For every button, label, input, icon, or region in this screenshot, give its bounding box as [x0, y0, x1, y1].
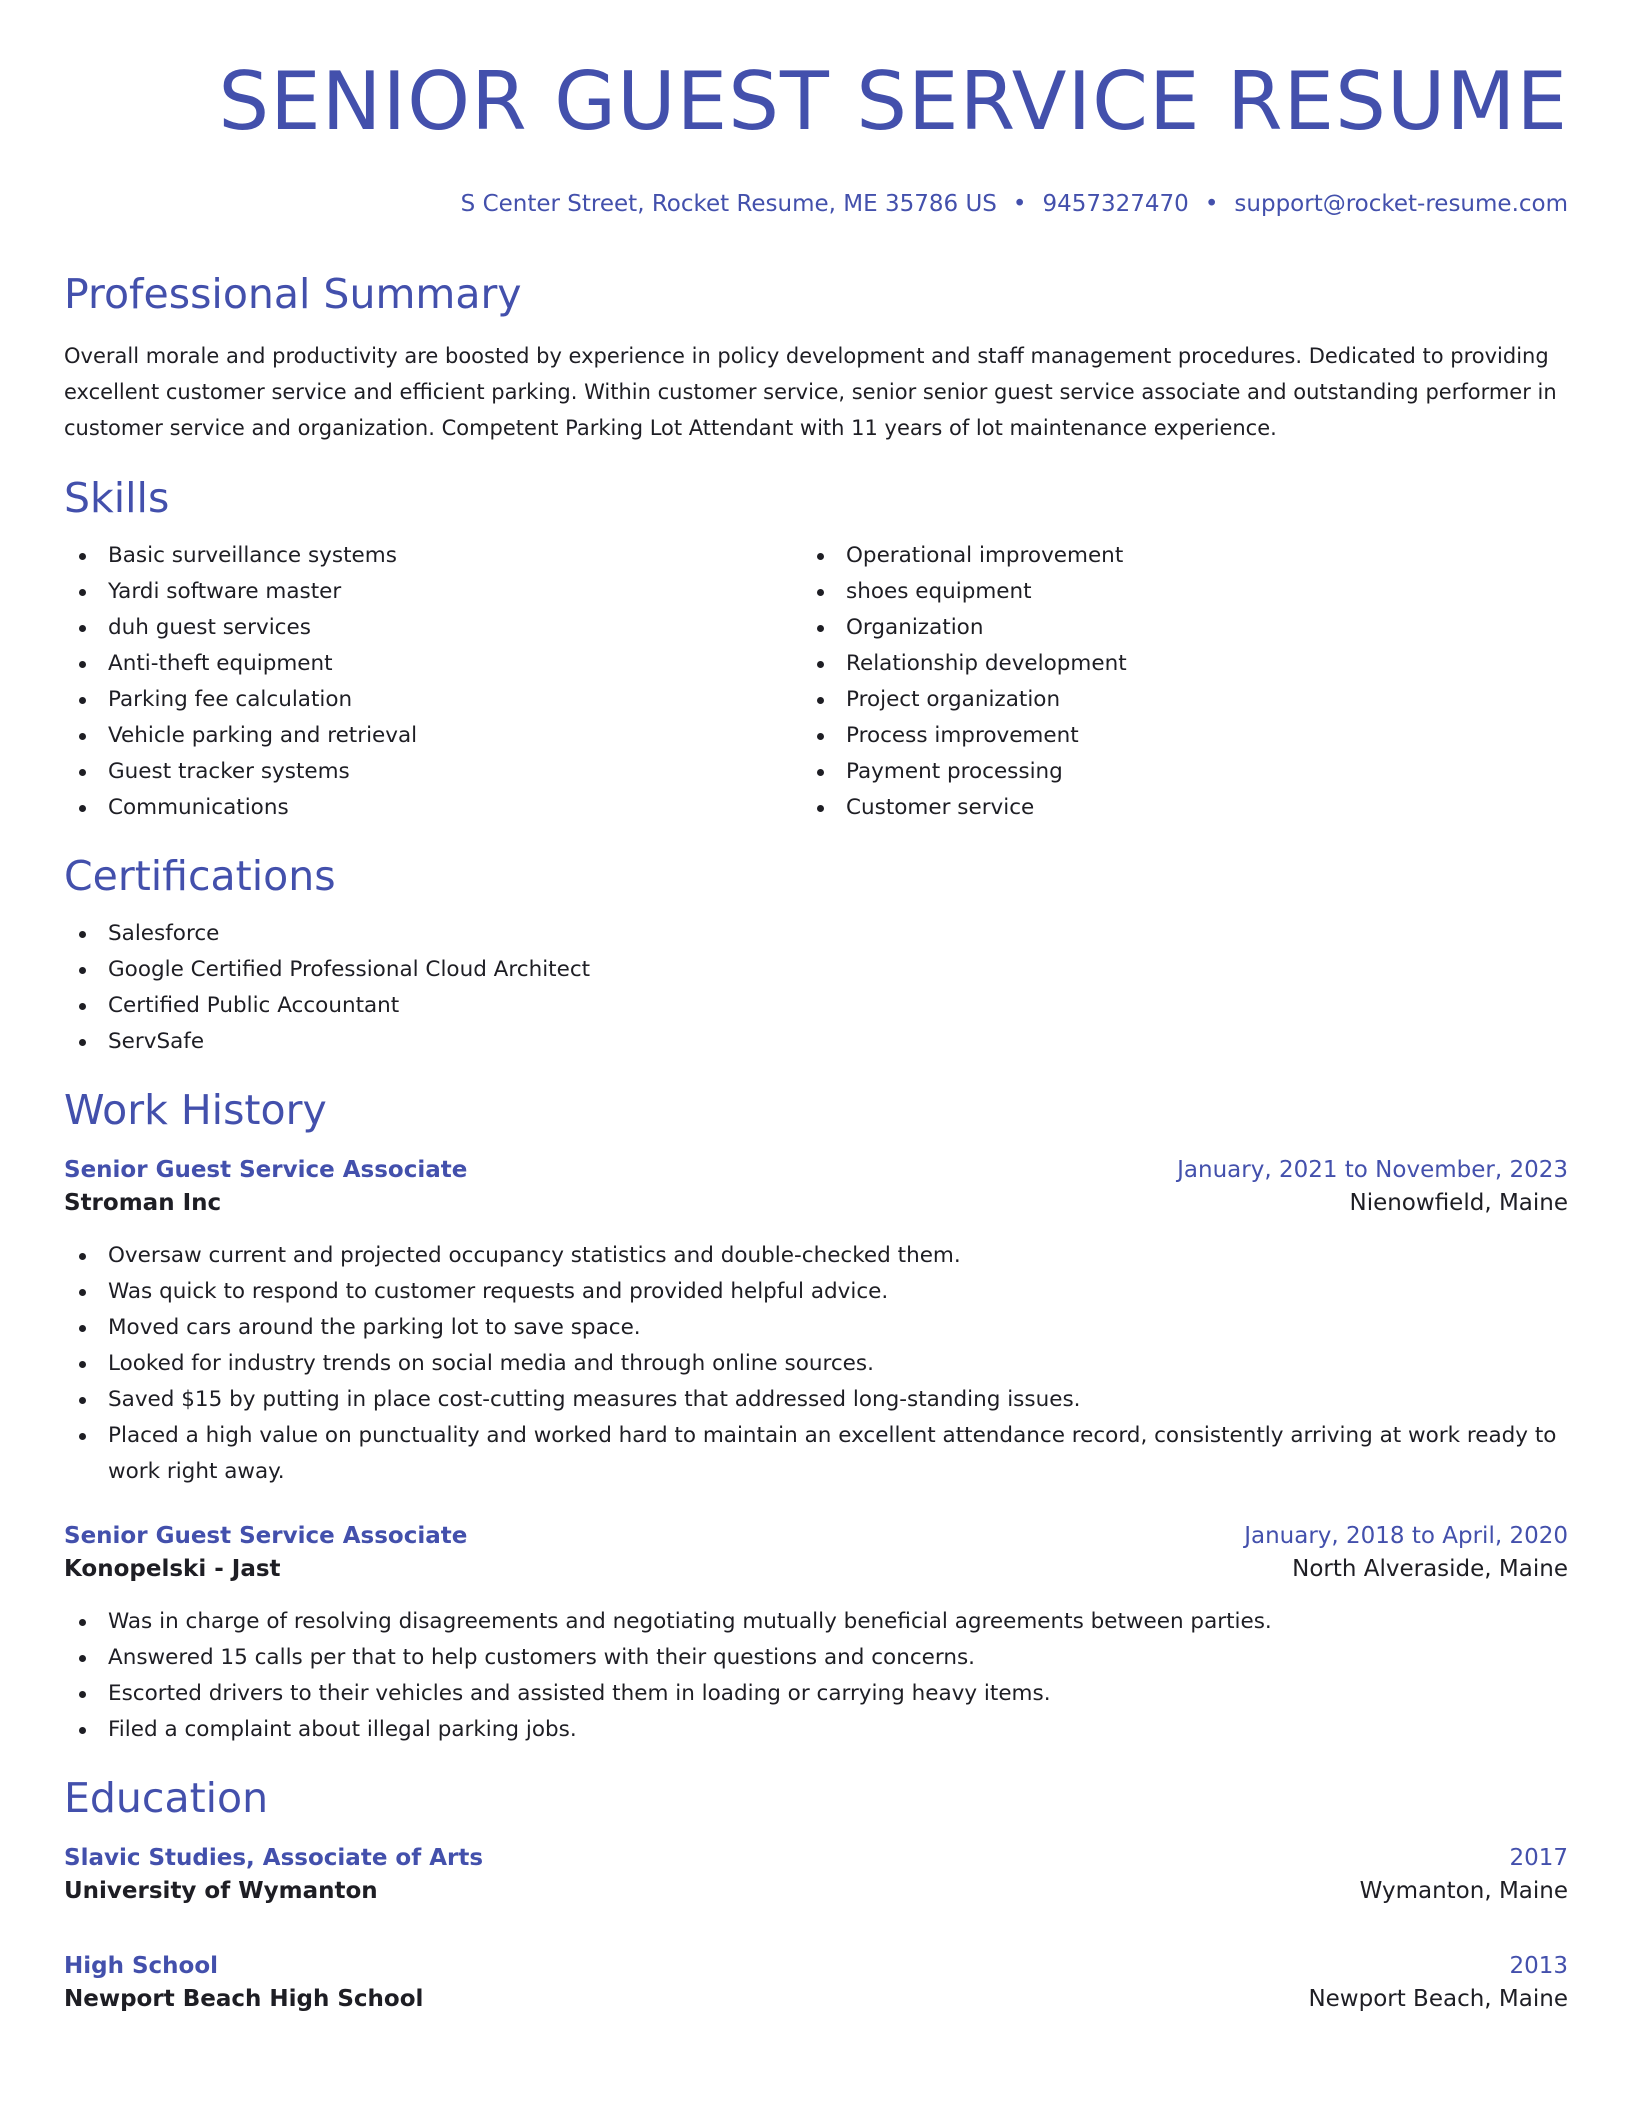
job-duty: Looked for industry trends on social media and through online sources.: [64, 1346, 1568, 1382]
certification-item: ServSafe: [64, 1024, 1568, 1060]
skill-item: Parking fee calculation: [64, 682, 802, 718]
education-header: [64, 1950, 1568, 1982]
job-duty: Moved cars around the parking lot to save space.: [64, 1310, 1568, 1346]
job-location: Nienowfield, Maine: [1349, 1190, 1568, 1216]
job-duty: Was in charge of resolving disagreements and negotiating mutually beneficial agreements between parties.: [64, 1604, 1568, 1640]
contact-separator: •: [1204, 191, 1219, 217]
certification-item: Salesforce: [64, 916, 1568, 952]
page-title: SENIOR GUEST SERVICE RESUME: [218, 55, 1568, 148]
skill-item: Organization: [802, 610, 1568, 646]
skill-item: Process improvement: [802, 718, 1568, 754]
job-company: Stroman Inc: [64, 1190, 222, 1216]
education-year: 2013: [1509, 1953, 1568, 1979]
skill-item: Yardi software master: [64, 574, 802, 610]
education-year: 2017: [1509, 1845, 1568, 1871]
job-duties-list: [64, 1238, 1568, 1490]
skill-item: duh guest services: [64, 610, 802, 646]
education-heading: Education: [64, 1774, 269, 1822]
education-school: University of Wymanton: [64, 1878, 378, 1904]
skills-heading: Skills: [64, 474, 170, 522]
job-duty: Filed a complaint about illegal parking jobs.: [64, 1712, 1568, 1748]
job-title: Senior Guest Service Associate: [64, 1157, 468, 1183]
education-entry: [64, 1950, 1568, 2016]
skill-item: Operational improvement: [802, 538, 1568, 574]
education-location: Newport Beach, Maine: [1308, 1986, 1568, 2012]
education-degree: High School: [64, 1953, 219, 1979]
certification-item: Certified Public Accountant: [64, 988, 1568, 1024]
contact-email: support@rocket-resume.com: [1234, 191, 1568, 217]
job-duty: Oversaw current and projected occupancy statistics and double-checked them.: [64, 1238, 1568, 1274]
job-header: [64, 1520, 1568, 1552]
contact-phone: 9457327470: [1042, 191, 1189, 217]
job-duty: Answered 15 calls per that to help customers with their questions and concerns.: [64, 1640, 1568, 1676]
skill-item: Relationship development: [802, 646, 1568, 682]
certification-item: Google Certified Professional Cloud Architect: [64, 952, 1568, 988]
job-title: Senior Guest Service Associate: [64, 1523, 468, 1549]
job-entry: [64, 1154, 1568, 1490]
skills-column-right: [802, 538, 1568, 826]
contact-separator: •: [1012, 191, 1027, 217]
certifications-heading: Certifications: [64, 852, 336, 900]
job-duty: Escorted drivers to their vehicles and assisted them in loading or carrying heavy items.: [64, 1676, 1568, 1712]
job-subheader: [64, 1552, 1568, 1586]
summary-text: Overall morale and productivity are boosted by experience in policy development and staff management procedures. Dedicated to providing excellent customer service and efficient parking. Within customer service, senior senior guest service associate and outstanding performer in customer service and organization. Competent Parking Lot Attendant with 11 years of lot maintenance experience.: [64, 344, 1557, 440]
skill-item: Anti-theft equipment: [64, 646, 802, 682]
skill-item: Payment processing: [802, 754, 1568, 790]
education-school: Newport Beach High School: [64, 1986, 424, 2012]
job-duty: Placed a high value on punctuality and worked hard to maintain an excellent attendance record, consistently arriving at work ready to work right away.: [64, 1418, 1568, 1490]
job-duty: Saved $15 by putting in place cost-cutting measures that addressed long-standing issues.: [64, 1382, 1568, 1418]
education-header: [64, 1842, 1568, 1874]
job-entry: [64, 1520, 1568, 1748]
skill-item: Guest tracker systems: [64, 754, 802, 790]
job-dates: January, 2021 to November, 2023: [1177, 1157, 1568, 1183]
contact-line: [64, 188, 1568, 220]
job-dates: January, 2018 to April, 2020: [1244, 1523, 1568, 1549]
education-location: Wymanton, Maine: [1359, 1878, 1568, 1904]
education-entry: [64, 1842, 1568, 1908]
job-duty: Was quick to respond to customer requests and provided helpful advice.: [64, 1274, 1568, 1310]
job-company: Konopelski - Jast: [64, 1556, 281, 1582]
education-subheader: [64, 1982, 1568, 2016]
skill-item: Customer service: [802, 790, 1568, 826]
skill-item: Basic surveillance systems: [64, 538, 802, 574]
skill-item: shoes equipment: [802, 574, 1568, 610]
skills-column-left: [64, 538, 802, 826]
education-subheader: [64, 1874, 1568, 1908]
education-degree: Slavic Studies, Associate of Arts: [64, 1845, 484, 1871]
job-location: North Alveraside, Maine: [1292, 1556, 1568, 1582]
certifications-list: [64, 916, 1568, 1060]
work-history-heading: Work History: [64, 1086, 327, 1134]
skill-item: Communications: [64, 790, 802, 826]
contact-address: S Center Street, Rocket Resume, ME 35786 US: [460, 191, 997, 217]
skill-item: Vehicle parking and retrieval: [64, 718, 802, 754]
summary-heading: Professional Summary: [64, 270, 522, 318]
skill-item: Project organization: [802, 682, 1568, 718]
job-duties-list: [64, 1604, 1568, 1748]
skills-list: [64, 538, 1568, 826]
job-header: [64, 1154, 1568, 1186]
job-subheader: [64, 1186, 1568, 1220]
